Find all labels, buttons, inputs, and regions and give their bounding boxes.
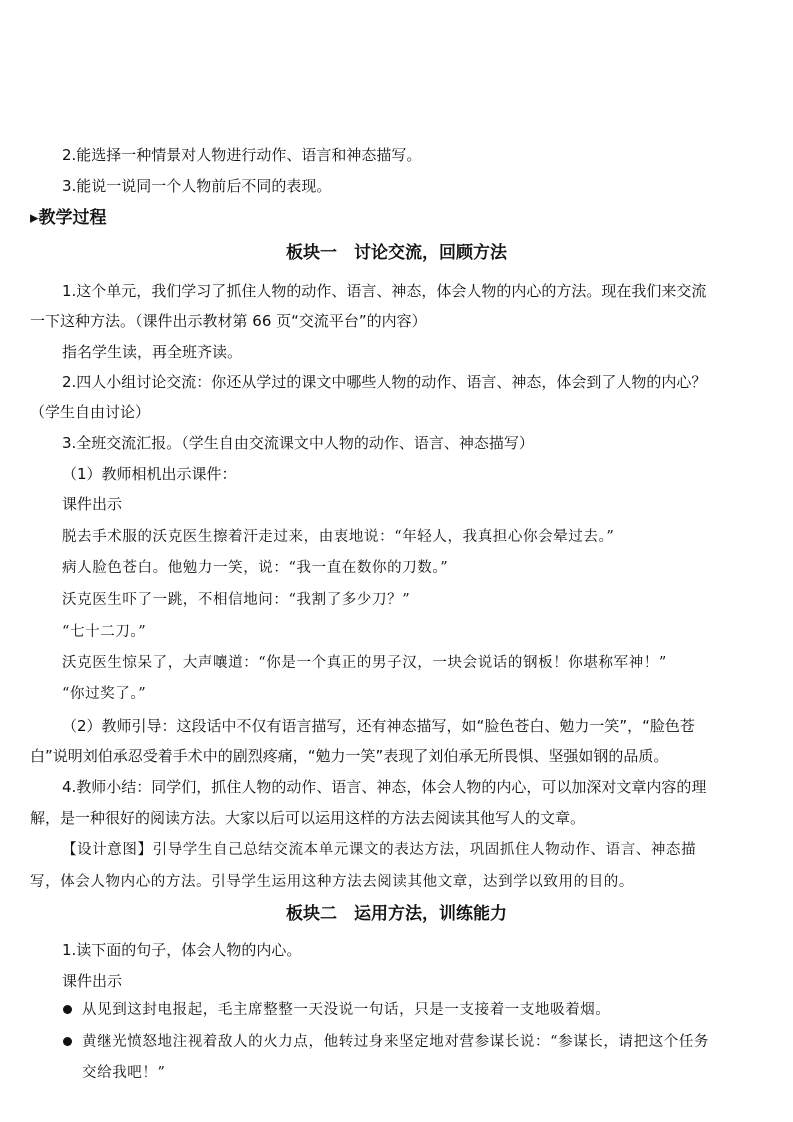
block1-paragraph-3-sub2: （2）教师引导：这段话中不仅有语言描写，还有神态描写，如“脸色苍白、勉力一笑”，“脸色苍 xyxy=(62,717,695,735)
quote-line: “你过奖了。” xyxy=(62,686,147,702)
block1-paragraph-2: 2.四人小组讨论交流：你还从学过的课文中哪些人物的动作、语言、神态，体会到了人物的内心？ xyxy=(62,373,707,391)
objective-item-3: 3.能说一说同一个人物前后不同的表现。 xyxy=(62,177,332,195)
courseware-label: 课件出示 xyxy=(62,972,123,990)
quote-line: 病人脸色苍白。他勉力一笑，说：“我一直在数你的刀数。” xyxy=(62,560,449,576)
design-intent-cont: 写，体会人物内心的方法。引导学生运用这种方法去阅读其他文章，达到学以致用的目的。 xyxy=(30,874,634,890)
block1-paragraph-3-sub2-cont: 白”说明刘伯承忍受着手术中的剧烈疼痛，“勉力一笑”表现了刘伯承无所畏惧、坚强如钢的品质。 xyxy=(30,747,669,765)
courseware-label: 课件出示 xyxy=(62,495,123,513)
block1-paragraph-4-cont: 解，是一种很好的阅读方法。大家以后可以运用这样的方法去阅读其他写人的文章。 xyxy=(30,809,586,827)
bullet-item-2: 黄继光愤怒地注视着敌人的火力点，他转过身来坚定地对营参谋长说：“参谋长，请把这个任务 xyxy=(82,1034,710,1050)
quote-line: 脱去手术服的沃克医生擦着汗走过来，由衷地说：“年轻人，我真担心你会晕过去。” xyxy=(62,529,615,545)
block1-paragraph-2-cont: （学生自由讨论） xyxy=(30,403,151,421)
block1-paragraph-1b: 指名学生读，再全班齐读。 xyxy=(62,343,243,361)
quote-line: “七十二刀。” xyxy=(62,624,147,640)
bullet-icon xyxy=(63,1037,72,1046)
block1-paragraph-3-sub1: （1）教师相机出示课件： xyxy=(62,465,237,483)
bullet-icon xyxy=(63,1005,72,1014)
block1-paragraph-1: 1.这个单元，我们学习了抓住人物的动作、语言、神态，体会人物的内心的方法。现在我们来交流 xyxy=(62,282,707,300)
objective-item-2: 2.能选择一种情景对人物进行动作、语言和神态描写。 xyxy=(62,146,422,164)
bullet-item-2-cont: 交给我吧！” xyxy=(82,1065,166,1081)
block1-paragraph-1-cont: 一下这种方法。（课件出示教材第 66 页“交流平台”的内容） xyxy=(30,312,427,330)
block1-paragraph-3: 3.全班交流汇报。（学生自由交流课文中人物的动作、语言、神态描写） xyxy=(62,434,534,452)
block2-paragraph-1: 1.读下面的句子，体会人物的内心。 xyxy=(62,941,302,959)
block2-heading: 板块二 运用方法，训练能力 xyxy=(286,904,507,924)
design-intent: 【设计意图】引导学生自己总结交流本单元课文的表达方法，巩固抓住人物动作、语言、神态描 xyxy=(62,842,697,858)
quote-line: 沃克医生吓了一跳，不相信地问：“我割了多少刀？” xyxy=(62,592,411,608)
bullet-item-1: 从见到这封电报起，毛主席整整一天没说一句话，只是一支接着一支地吸着烟。 xyxy=(82,1002,611,1018)
block1-paragraph-4: 4.教师小结：同学们，抓住人物的动作、语言、神态，体会人物的内心，可以加深对文章内容的理 xyxy=(62,778,707,796)
section-title: ▸教学过程 xyxy=(30,208,107,228)
block1-heading: 板块一 讨论交流，回顾方法 xyxy=(286,243,507,263)
quote-line: 沃克医生惊呆了，大声嚷道：“你是一个真正的男子汉，一块会说话的钢板！你堪称军神！” xyxy=(62,655,667,671)
